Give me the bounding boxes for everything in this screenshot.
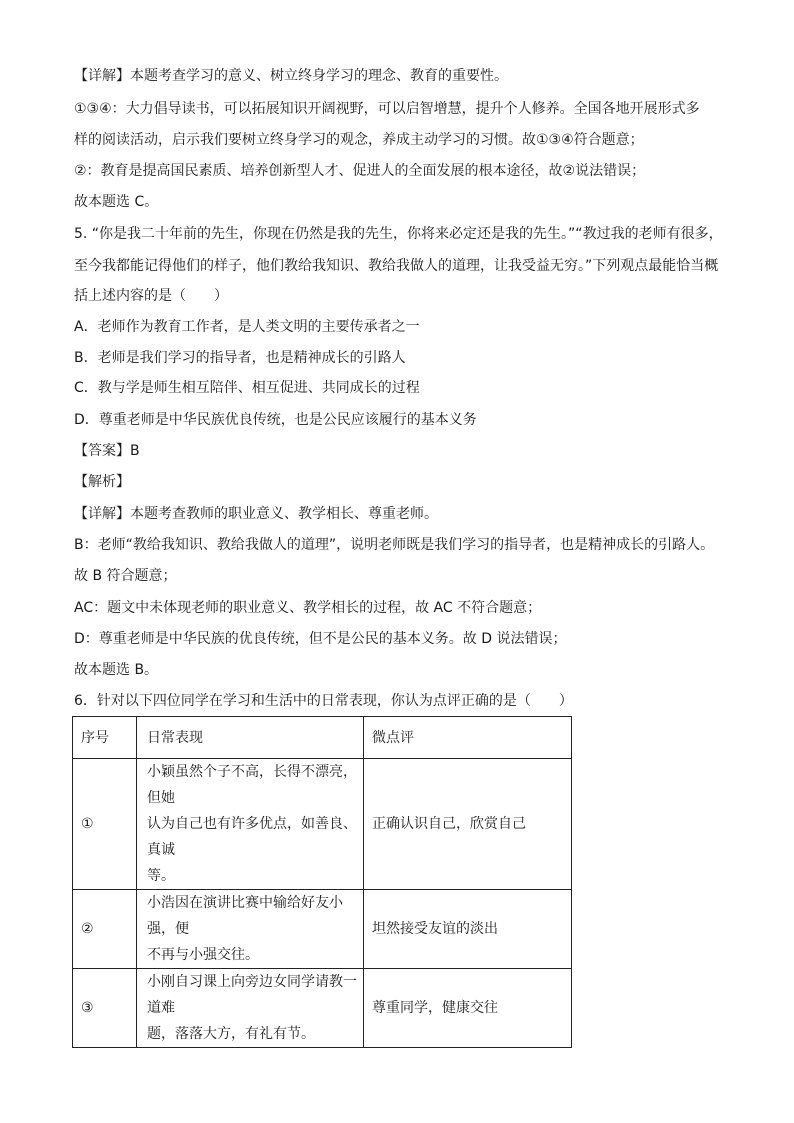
option-a: A．老师作为教育工作者，是人类文明的主要传承者之一 xyxy=(74,319,420,335)
table-row xyxy=(73,890,572,969)
explanation-text: B：老师“教给我知识、教给我做人的道理”，说明老师既是我们学习的指导者，也是精神成长的引路人。 xyxy=(74,537,715,553)
option-d: D．尊重老师是中华民族优良传统，也是公民应该履行的基本义务 xyxy=(74,412,477,428)
explanation-text: 故 B 符合题意； xyxy=(74,568,177,584)
row-number-cell: ③ xyxy=(73,969,137,1048)
analysis-label: 【解析】 xyxy=(74,474,130,490)
answer-label: 【答案】B xyxy=(74,443,140,459)
explanation-text: ①③④：大力倡导读书，可以拓展知识开阔视野，可以启智增慧，提升个人修养。全国各地开展形式多 xyxy=(74,101,700,117)
table-row xyxy=(73,759,572,890)
row-number-cell: ② xyxy=(73,890,137,969)
behavior-cell: 小浩因在演讲比赛中输给好友小强，便 不再与小强交往。 xyxy=(137,890,364,969)
explanation-text: D：尊重老师是中华民族的优良传统，但不是公民的基本义务。故 D 说法错误； xyxy=(74,631,567,647)
table-header-row xyxy=(73,717,572,759)
option-c: C．教与学是师生相互陪伴、相互促进、共同成长的过程 xyxy=(74,380,420,396)
explanation-text: 【详解】本题考查教师的职业意义、教学相长、尊重老师。 xyxy=(74,506,438,522)
column-header-number: 序号 xyxy=(73,717,137,759)
behavior-cell: 小刚自习课上向旁边女同学请教一道难 题，落落大方，有礼有节。 xyxy=(137,969,364,1048)
explanation-text: ②：教育是提高国民素质、培养创新型人才、促进人的全面发展的根本途径，故②说法错误； xyxy=(74,163,646,179)
row-number-cell: ① xyxy=(73,759,137,890)
comment-cell: 坦然接受友谊的淡出 xyxy=(364,890,572,969)
comment-cell: 尊重同学，健康交往 xyxy=(364,969,572,1048)
option-b: B．老师是我们学习的指导者，也是精神成长的引路人 xyxy=(74,350,406,366)
question-5-stem: 5. “你是我二十年前的先生，你现在仍然是我的先生，你将来必定还是我的先生。”“教过我的老师有很多， xyxy=(74,226,723,242)
column-header-comment: 微点评 xyxy=(364,717,572,759)
comment-cell: 正确认识自己，欣赏自己 xyxy=(364,759,572,890)
table-row xyxy=(73,969,572,1048)
question-5-stem: 至今我都能记得他们的样子，他们教给我知识、教给我做人的道理，让我受益无穷。”下列观点最能恰当概 xyxy=(74,258,719,274)
conclusion-text: 故本题选 C。 xyxy=(74,194,159,210)
explanation-text: 样的阅读活动，启示我们要树立终身学习的观念，养成主动学习的习惯。故①③④符合题意； xyxy=(74,132,644,148)
behavior-cell: 小颖虽然个子不高，长得不漂亮，但她 认为自己也有许多优点，如善良、真诚 等。 xyxy=(137,759,364,890)
behavior-table xyxy=(72,716,572,1048)
question-6-stem: 6．针对以下四位同学在学习和生活中的日常表现，你认为点评正确的是（ ） xyxy=(74,693,573,709)
explanation-text: 【详解】本题考查学习的意义、树立终身学习的理念、教育的重要性。 xyxy=(74,68,508,84)
column-header-behavior: 日常表现 xyxy=(137,717,364,759)
conclusion-text: 故本题选 B。 xyxy=(74,662,159,678)
question-5-stem: 括上述内容的是（ ） xyxy=(74,288,228,304)
explanation-text: AC：题文中未体现老师的职业意义、教学相长的过程，故 AC 不符合题意； xyxy=(74,600,542,616)
